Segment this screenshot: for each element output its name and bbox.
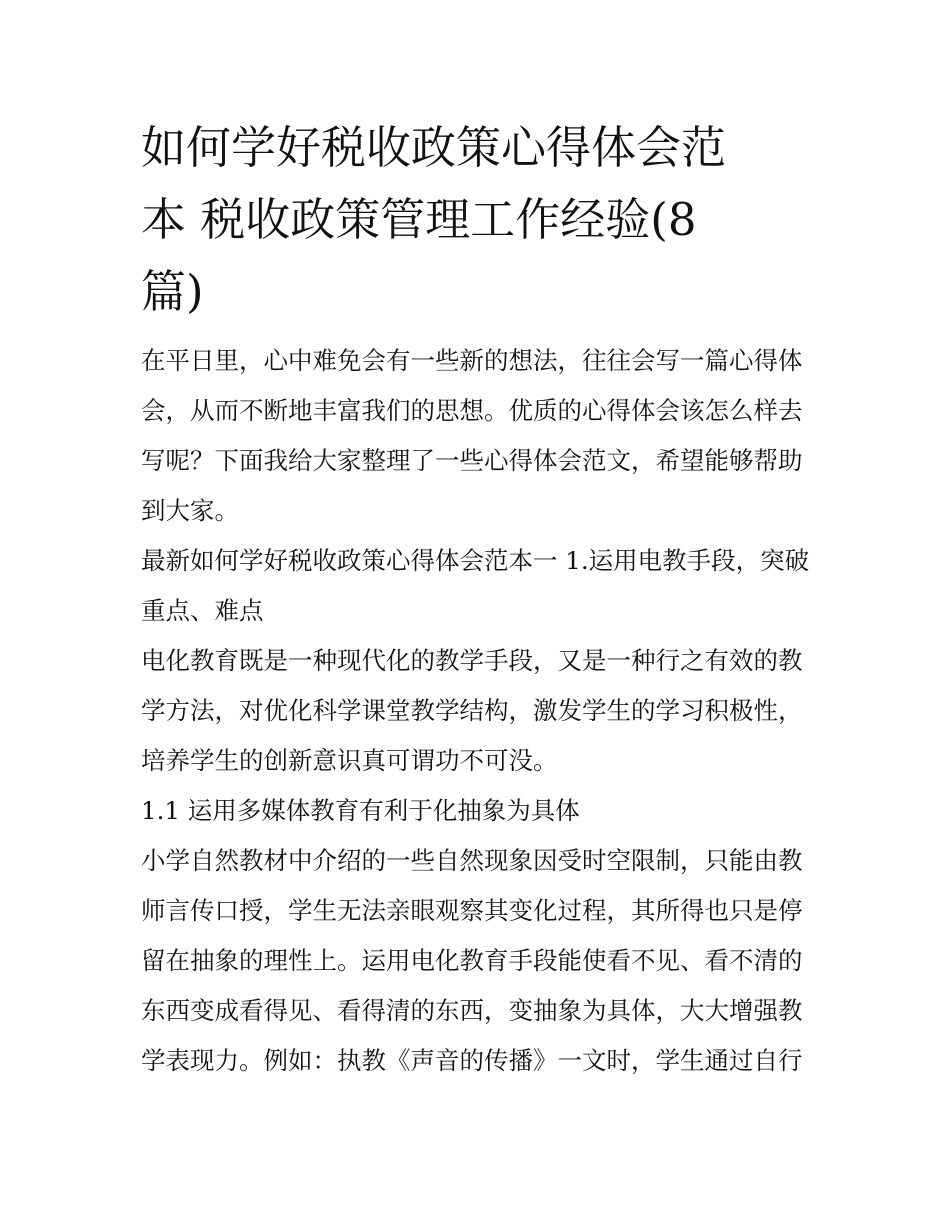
section-heading-paragraph [141, 536, 817, 636]
title-spacer [141, 328, 817, 336]
document-content [141, 112, 817, 1086]
title-line: 篇) [141, 265, 204, 318]
text-line: 东西变成看得见、看得清的东西，变抽象为具体，大大增强教 [141, 996, 803, 1025]
text-line: 电化教育既是一种现代化的教学手段，又是一种行之有效的教 [141, 646, 803, 675]
title-line: 如何学好税收政策心得体会范 [141, 121, 727, 174]
body-paragraph [141, 636, 817, 786]
text-line: 培养学生的创新意识真可谓功不可没。 [141, 746, 558, 775]
text-line: 在平日里，心中难免会有一些新的想法，往往会写一篇心得体 [141, 346, 803, 375]
text-line: 师言传口授，学生无法亲眼观察其变化过程，其所得也只是停 [141, 896, 803, 925]
text-line: 到大家。 [141, 496, 239, 525]
text-line: 小学自然教材中介绍的一些自然现象因受时空限制，只能由教 [141, 846, 803, 875]
text-line: 留在抽象的理性上。运用电化教育手段能使看不见、看不清的 [141, 946, 803, 975]
text-line: 写呢？下面我给大家整理了一些心得体会范文，希望能够帮助 [141, 446, 803, 475]
intro-paragraph [141, 336, 817, 536]
text-line: 学表现力。例如：执教《声音的传播》一文时，学生通过自行 [141, 1046, 803, 1075]
text-line: 1.1 运用多媒体教育有利于化抽象为具体 [141, 796, 580, 825]
title-line: 本 税收政策管理工作经验(8 [141, 193, 697, 246]
document-title [141, 112, 817, 328]
body-paragraph [141, 836, 817, 1086]
text-line: 学方法，对优化科学课堂教学结构，激发学生的学习积极性， [141, 696, 803, 725]
text-line: 会，从而不断地丰富我们的思想。优质的心得体会该怎么样去 [141, 396, 803, 425]
text-line: 重点、难点 [141, 596, 264, 625]
subsection-heading [141, 786, 817, 836]
text-line: 最新如何学好税收政策心得体会范本一 1.运用电教手段，突破 [141, 546, 810, 575]
